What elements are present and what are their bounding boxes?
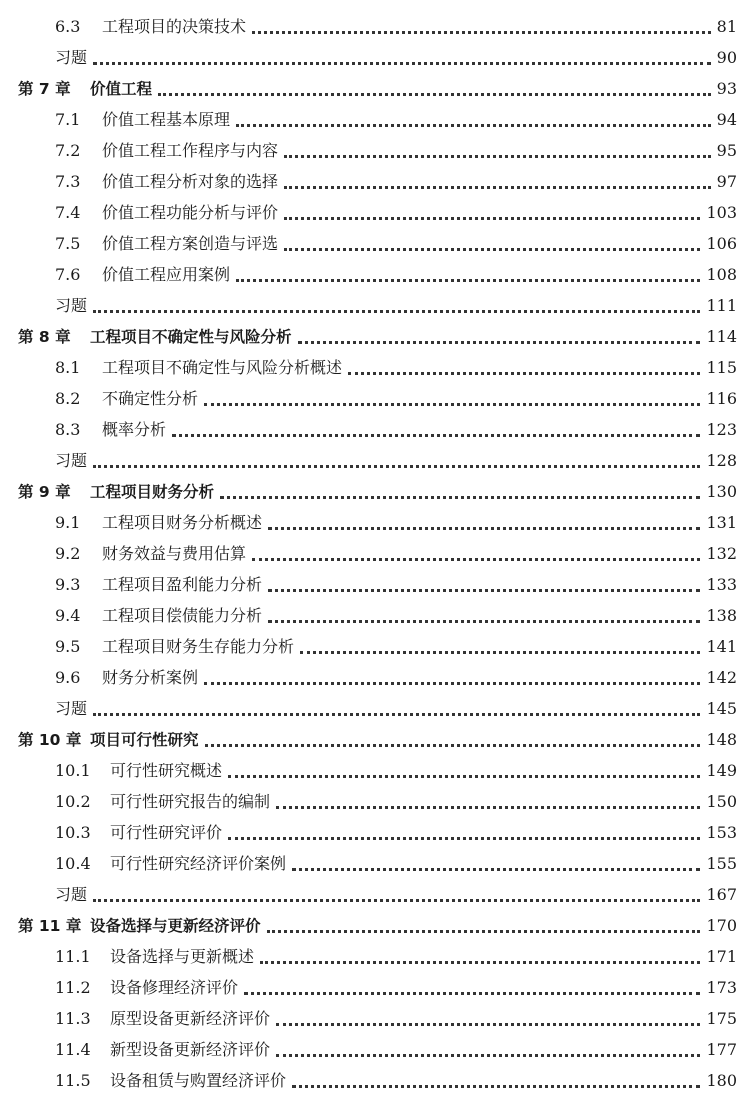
entry-number: 第 8 章: [18, 328, 71, 346]
dot-leader: [93, 310, 700, 313]
entry-number: 7.5: [55, 234, 81, 253]
dot-leader: [276, 806, 700, 809]
toc-section-entry[interactable]: [0, 847, 750, 878]
toc-chapter-entry[interactable]: [0, 475, 750, 506]
entry-number: 9.3: [55, 575, 81, 594]
entry-number: 10.2: [55, 792, 91, 811]
entry-number: 11.4: [55, 1040, 91, 1059]
dot-leader: [205, 744, 701, 747]
entry-title: 概率分析: [102, 420, 167, 439]
toc-section-entry[interactable]: [0, 382, 750, 413]
dot-leader: [284, 186, 711, 189]
entry-number: 7.3: [55, 172, 81, 191]
table-of-contents: [0, 10, 750, 1095]
entry-number: 9.4: [55, 606, 81, 625]
entry-number: 9.2: [55, 544, 81, 563]
entry-title: 可行性研究概述: [110, 761, 223, 780]
dot-leader: [93, 899, 700, 902]
entry-page-number: 155: [706, 854, 737, 873]
toc-section-entry[interactable]: [0, 661, 750, 692]
toc-chapter-entry[interactable]: [0, 723, 750, 754]
toc-section-entry[interactable]: [0, 599, 750, 630]
entry-title: 财务分析案例: [102, 668, 199, 687]
entry-page-number: 171: [706, 947, 737, 966]
toc-section-entry[interactable]: [0, 537, 750, 568]
entry-number: 第 7 章: [18, 80, 71, 98]
toc-section-entry[interactable]: [0, 971, 750, 1002]
entry-page-number: 130: [706, 482, 737, 501]
toc-section-entry[interactable]: [0, 1002, 750, 1033]
entry-number: 第 10 章: [18, 731, 82, 749]
toc-section-entry[interactable]: [0, 785, 750, 816]
entry-number: 11.3: [55, 1009, 91, 1028]
toc-section-entry[interactable]: [0, 754, 750, 785]
entry-number: 10.1: [55, 761, 91, 780]
dot-leader: [348, 372, 700, 375]
toc-section-entry[interactable]: [0, 1064, 750, 1095]
dot-leader: [93, 465, 700, 468]
entry-page-number: 132: [706, 544, 737, 563]
entry-page-number: 145: [706, 699, 737, 718]
toc-section-entry[interactable]: [0, 103, 750, 134]
entry-page-number: 180: [706, 1071, 737, 1090]
entry-number: 9.6: [55, 668, 81, 687]
entry-page-number: 95: [716, 141, 737, 160]
dot-leader: [284, 248, 700, 251]
dot-leader: [300, 651, 700, 654]
entry-number: 8.2: [55, 389, 81, 408]
entry-number: 10.3: [55, 823, 91, 842]
dot-leader: [268, 527, 700, 530]
entry-title: 价值工程工作程序与内容: [102, 141, 279, 160]
entry-page-number: 173: [706, 978, 737, 997]
toc-section-entry[interactable]: [0, 165, 750, 196]
dot-leader: [236, 279, 700, 282]
entry-title: 可行性研究经济评价案例: [110, 854, 287, 873]
dot-leader: [252, 558, 700, 561]
toc-exercise-entry[interactable]: [0, 878, 750, 909]
entry-number: 11.5: [55, 1071, 91, 1090]
entry-title: 设备修理经济评价: [110, 978, 239, 997]
entry-page-number: 177: [706, 1040, 737, 1059]
dot-leader: [267, 930, 701, 933]
toc-section-entry[interactable]: [0, 568, 750, 599]
entry-number: 10.4: [55, 854, 91, 873]
entry-title: 习题: [55, 451, 88, 470]
entry-title: 工程项目不确定性与风险分析概述: [102, 358, 343, 377]
entry-title: 工程项目不确定性与风险分析: [90, 328, 292, 346]
dot-leader: [276, 1054, 700, 1057]
entry-page-number: 138: [706, 606, 737, 625]
dot-leader: [284, 217, 700, 220]
toc-section-entry[interactable]: [0, 227, 750, 258]
dot-leader: [172, 434, 700, 437]
dot-leader: [228, 775, 700, 778]
toc-section-entry[interactable]: [0, 10, 750, 41]
dot-leader: [244, 992, 700, 995]
entry-page-number: 131: [706, 513, 737, 532]
entry-title: 工程项目盈利能力分析: [102, 575, 263, 594]
dot-leader: [268, 620, 700, 623]
toc-section-entry[interactable]: [0, 1033, 750, 1064]
entry-page-number: 106: [706, 234, 737, 253]
entry-title: 价值工程应用案例: [102, 265, 231, 284]
entry-title: 工程项目财务生存能力分析: [102, 637, 295, 656]
dot-leader: [260, 961, 700, 964]
entry-page-number: 116: [706, 389, 737, 408]
entry-page-number: 153: [706, 823, 737, 842]
dot-leader: [252, 31, 711, 34]
dot-leader: [292, 868, 700, 871]
entry-title: 价值工程功能分析与评价: [102, 203, 279, 222]
entry-title: 习题: [55, 296, 88, 315]
entry-title: 原型设备更新经济评价: [110, 1009, 271, 1028]
entry-page-number: 170: [706, 916, 737, 935]
entry-title: 项目可行性研究: [90, 731, 199, 749]
dot-leader: [220, 496, 700, 499]
entry-page-number: 94: [716, 110, 737, 129]
entry-title: 工程项目财务分析概述: [102, 513, 263, 532]
entry-title: 价值工程方案创造与评选: [102, 234, 279, 253]
entry-page-number: 141: [706, 637, 737, 656]
entry-number: 11.2: [55, 978, 91, 997]
entry-page-number: 111: [706, 296, 737, 315]
entry-title: 工程项目偿债能力分析: [102, 606, 263, 625]
entry-page-number: 81: [716, 17, 737, 36]
entry-title: 可行性研究报告的编制: [110, 792, 271, 811]
dot-leader: [204, 403, 700, 406]
toc-exercise-entry[interactable]: [0, 289, 750, 320]
dot-leader: [292, 1085, 700, 1088]
entry-title: 价值工程: [90, 80, 153, 98]
dot-leader: [276, 1023, 700, 1026]
entry-page-number: 90: [716, 48, 737, 67]
entry-title: 习题: [55, 48, 88, 67]
entry-page-number: 148: [706, 730, 737, 749]
dot-leader: [268, 589, 700, 592]
toc-section-entry[interactable]: [0, 196, 750, 227]
entry-title: 工程项目的决策技术: [102, 17, 247, 36]
entry-title: 设备选择与更新概述: [110, 947, 255, 966]
entry-title: 价值工程分析对象的选择: [102, 172, 279, 191]
toc-chapter-entry[interactable]: [0, 72, 750, 103]
entry-page-number: 114: [706, 327, 737, 346]
dot-leader: [93, 713, 700, 716]
toc-exercise-entry[interactable]: [0, 444, 750, 475]
entry-page-number: 115: [706, 358, 737, 377]
entry-page-number: 93: [716, 79, 737, 98]
dot-leader: [284, 155, 711, 158]
entry-number: 7.1: [55, 110, 81, 129]
entry-number: 7.4: [55, 203, 81, 222]
toc-section-entry[interactable]: [0, 506, 750, 537]
entry-number: 9.1: [55, 513, 81, 532]
toc-section-entry[interactable]: [0, 134, 750, 165]
dot-leader: [298, 341, 701, 344]
entry-page-number: 149: [706, 761, 737, 780]
toc-section-entry[interactable]: [0, 413, 750, 444]
dot-leader: [158, 93, 711, 96]
dot-leader: [204, 682, 700, 685]
entry-page-number: 123: [706, 420, 737, 439]
toc-section-entry[interactable]: [0, 940, 750, 971]
entry-page-number: 128: [706, 451, 737, 470]
entry-page-number: 150: [706, 792, 737, 811]
entry-title: 习题: [55, 699, 88, 718]
entry-title: 价值工程基本原理: [102, 110, 231, 129]
entry-title: 财务效益与费用估算: [102, 544, 247, 563]
entry-number: 第 11 章: [18, 917, 82, 935]
entry-title: 不确定性分析: [102, 389, 199, 408]
entry-page-number: 167: [706, 885, 737, 904]
entry-title: 设备租赁与购置经济评价: [110, 1071, 287, 1090]
dot-leader: [236, 124, 711, 127]
toc-exercise-entry[interactable]: [0, 41, 750, 72]
entry-page-number: 108: [706, 265, 737, 284]
toc-chapter-entry[interactable]: [0, 320, 750, 351]
toc-section-entry[interactable]: [0, 258, 750, 289]
entry-page-number: 142: [706, 668, 737, 687]
entry-number: 8.3: [55, 420, 81, 439]
entry-title: 工程项目财务分析: [90, 483, 215, 501]
entry-page-number: 97: [716, 172, 737, 191]
entry-number: 第 9 章: [18, 483, 71, 501]
entry-title: 设备选择与更新经济评价: [90, 917, 261, 935]
toc-chapter-entry[interactable]: [0, 909, 750, 940]
dot-leader: [93, 62, 711, 65]
entry-page-number: 175: [706, 1009, 737, 1028]
entry-title: 习题: [55, 885, 88, 904]
entry-number: 6.3: [55, 17, 81, 36]
entry-number: 7.6: [55, 265, 81, 284]
toc-section-entry[interactable]: [0, 351, 750, 382]
entry-number: 8.1: [55, 358, 81, 377]
entry-title: 可行性研究评价: [110, 823, 223, 842]
entry-number: 7.2: [55, 141, 81, 160]
toc-section-entry[interactable]: [0, 816, 750, 847]
toc-exercise-entry[interactable]: [0, 692, 750, 723]
entry-page-number: 103: [706, 203, 737, 222]
dot-leader: [228, 837, 700, 840]
toc-section-entry[interactable]: [0, 630, 750, 661]
entry-title: 新型设备更新经济评价: [110, 1040, 271, 1059]
entry-number: 9.5: [55, 637, 81, 656]
entry-number: 11.1: [55, 947, 91, 966]
entry-page-number: 133: [706, 575, 737, 594]
